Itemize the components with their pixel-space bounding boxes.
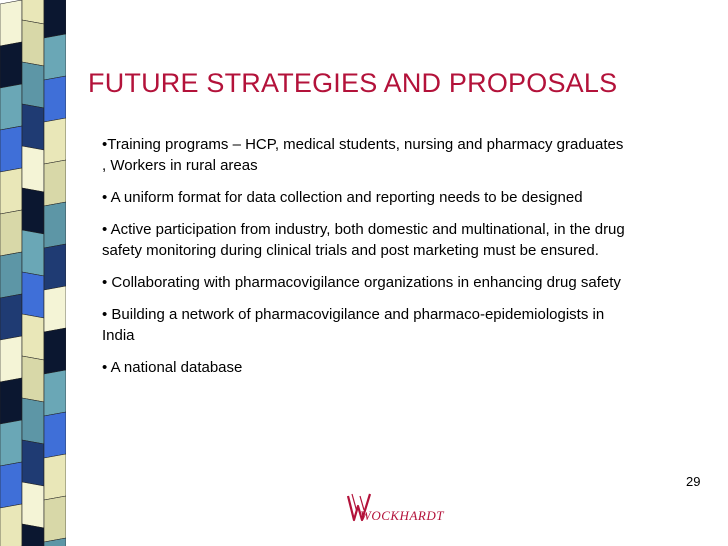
slide-title: FUTURE STRATEGIES AND PROPOSALS: [88, 68, 618, 98]
strip-block: [44, 202, 66, 248]
bullet-item: • Collaborating with pharmacovigilance organizations in enhancing drug safety: [102, 274, 621, 291]
strip-block: [44, 454, 66, 500]
bullet-item: • A national database: [102, 359, 243, 376]
strip-block: [0, 42, 22, 88]
strip-block: [22, 524, 44, 546]
strip-block: [44, 0, 66, 38]
strip-block: [44, 286, 66, 332]
strip-block: [22, 146, 44, 192]
strip-block: [44, 412, 66, 458]
strip-block: [44, 76, 66, 122]
strip-block: [0, 0, 22, 46]
strip-block: [44, 244, 66, 290]
strip-block: [44, 370, 66, 416]
strip-block: [22, 104, 44, 150]
strip-block: [22, 188, 44, 234]
bullet-item: • Active participation from industry, both domestic and multinational, in the drug safety monitoring during clinical trials and post marketing must be ensured.: [102, 221, 625, 259]
strip-block: [22, 440, 44, 486]
strip-block: [44, 160, 66, 206]
bullet-item: • A uniform format for data collection and reporting needs to be designed: [102, 189, 583, 206]
strip-block: [0, 504, 22, 546]
page-number: 29: [686, 474, 701, 489]
strip-block: [44, 118, 66, 164]
strip-block: [44, 34, 66, 80]
strip-block: [0, 210, 22, 256]
strip-block: [44, 496, 66, 542]
strip-block: [0, 84, 22, 130]
strip-block: [0, 378, 22, 424]
strip-block: [22, 62, 44, 108]
strip-block: [22, 398, 44, 444]
strip-block: [0, 294, 22, 340]
bullet-list: [102, 134, 627, 389]
strip-block: [0, 126, 22, 172]
strip-block: [22, 20, 44, 66]
strip-block: [22, 230, 44, 276]
strip-block: [22, 356, 44, 402]
strip-block: [44, 328, 66, 374]
bullet-item: •Training programs – HCP, medical students, nursing and pharmacy graduates , Workers in rural areas: [102, 136, 624, 174]
strip-block: [22, 482, 44, 528]
strip-block: [0, 336, 22, 382]
strip-block: [22, 314, 44, 360]
strip-block: [22, 272, 44, 318]
strip-block: [0, 168, 22, 214]
bullet-item: • Building a network of pharmacovigilance and pharmaco-epidemiologists in India: [102, 306, 605, 344]
strip-block: [0, 462, 22, 508]
strip-block: [0, 252, 22, 298]
logo-text: WOCKHARDT: [360, 508, 444, 523]
decorative-side-strip: [0, 0, 66, 546]
strip-block: [0, 420, 22, 466]
